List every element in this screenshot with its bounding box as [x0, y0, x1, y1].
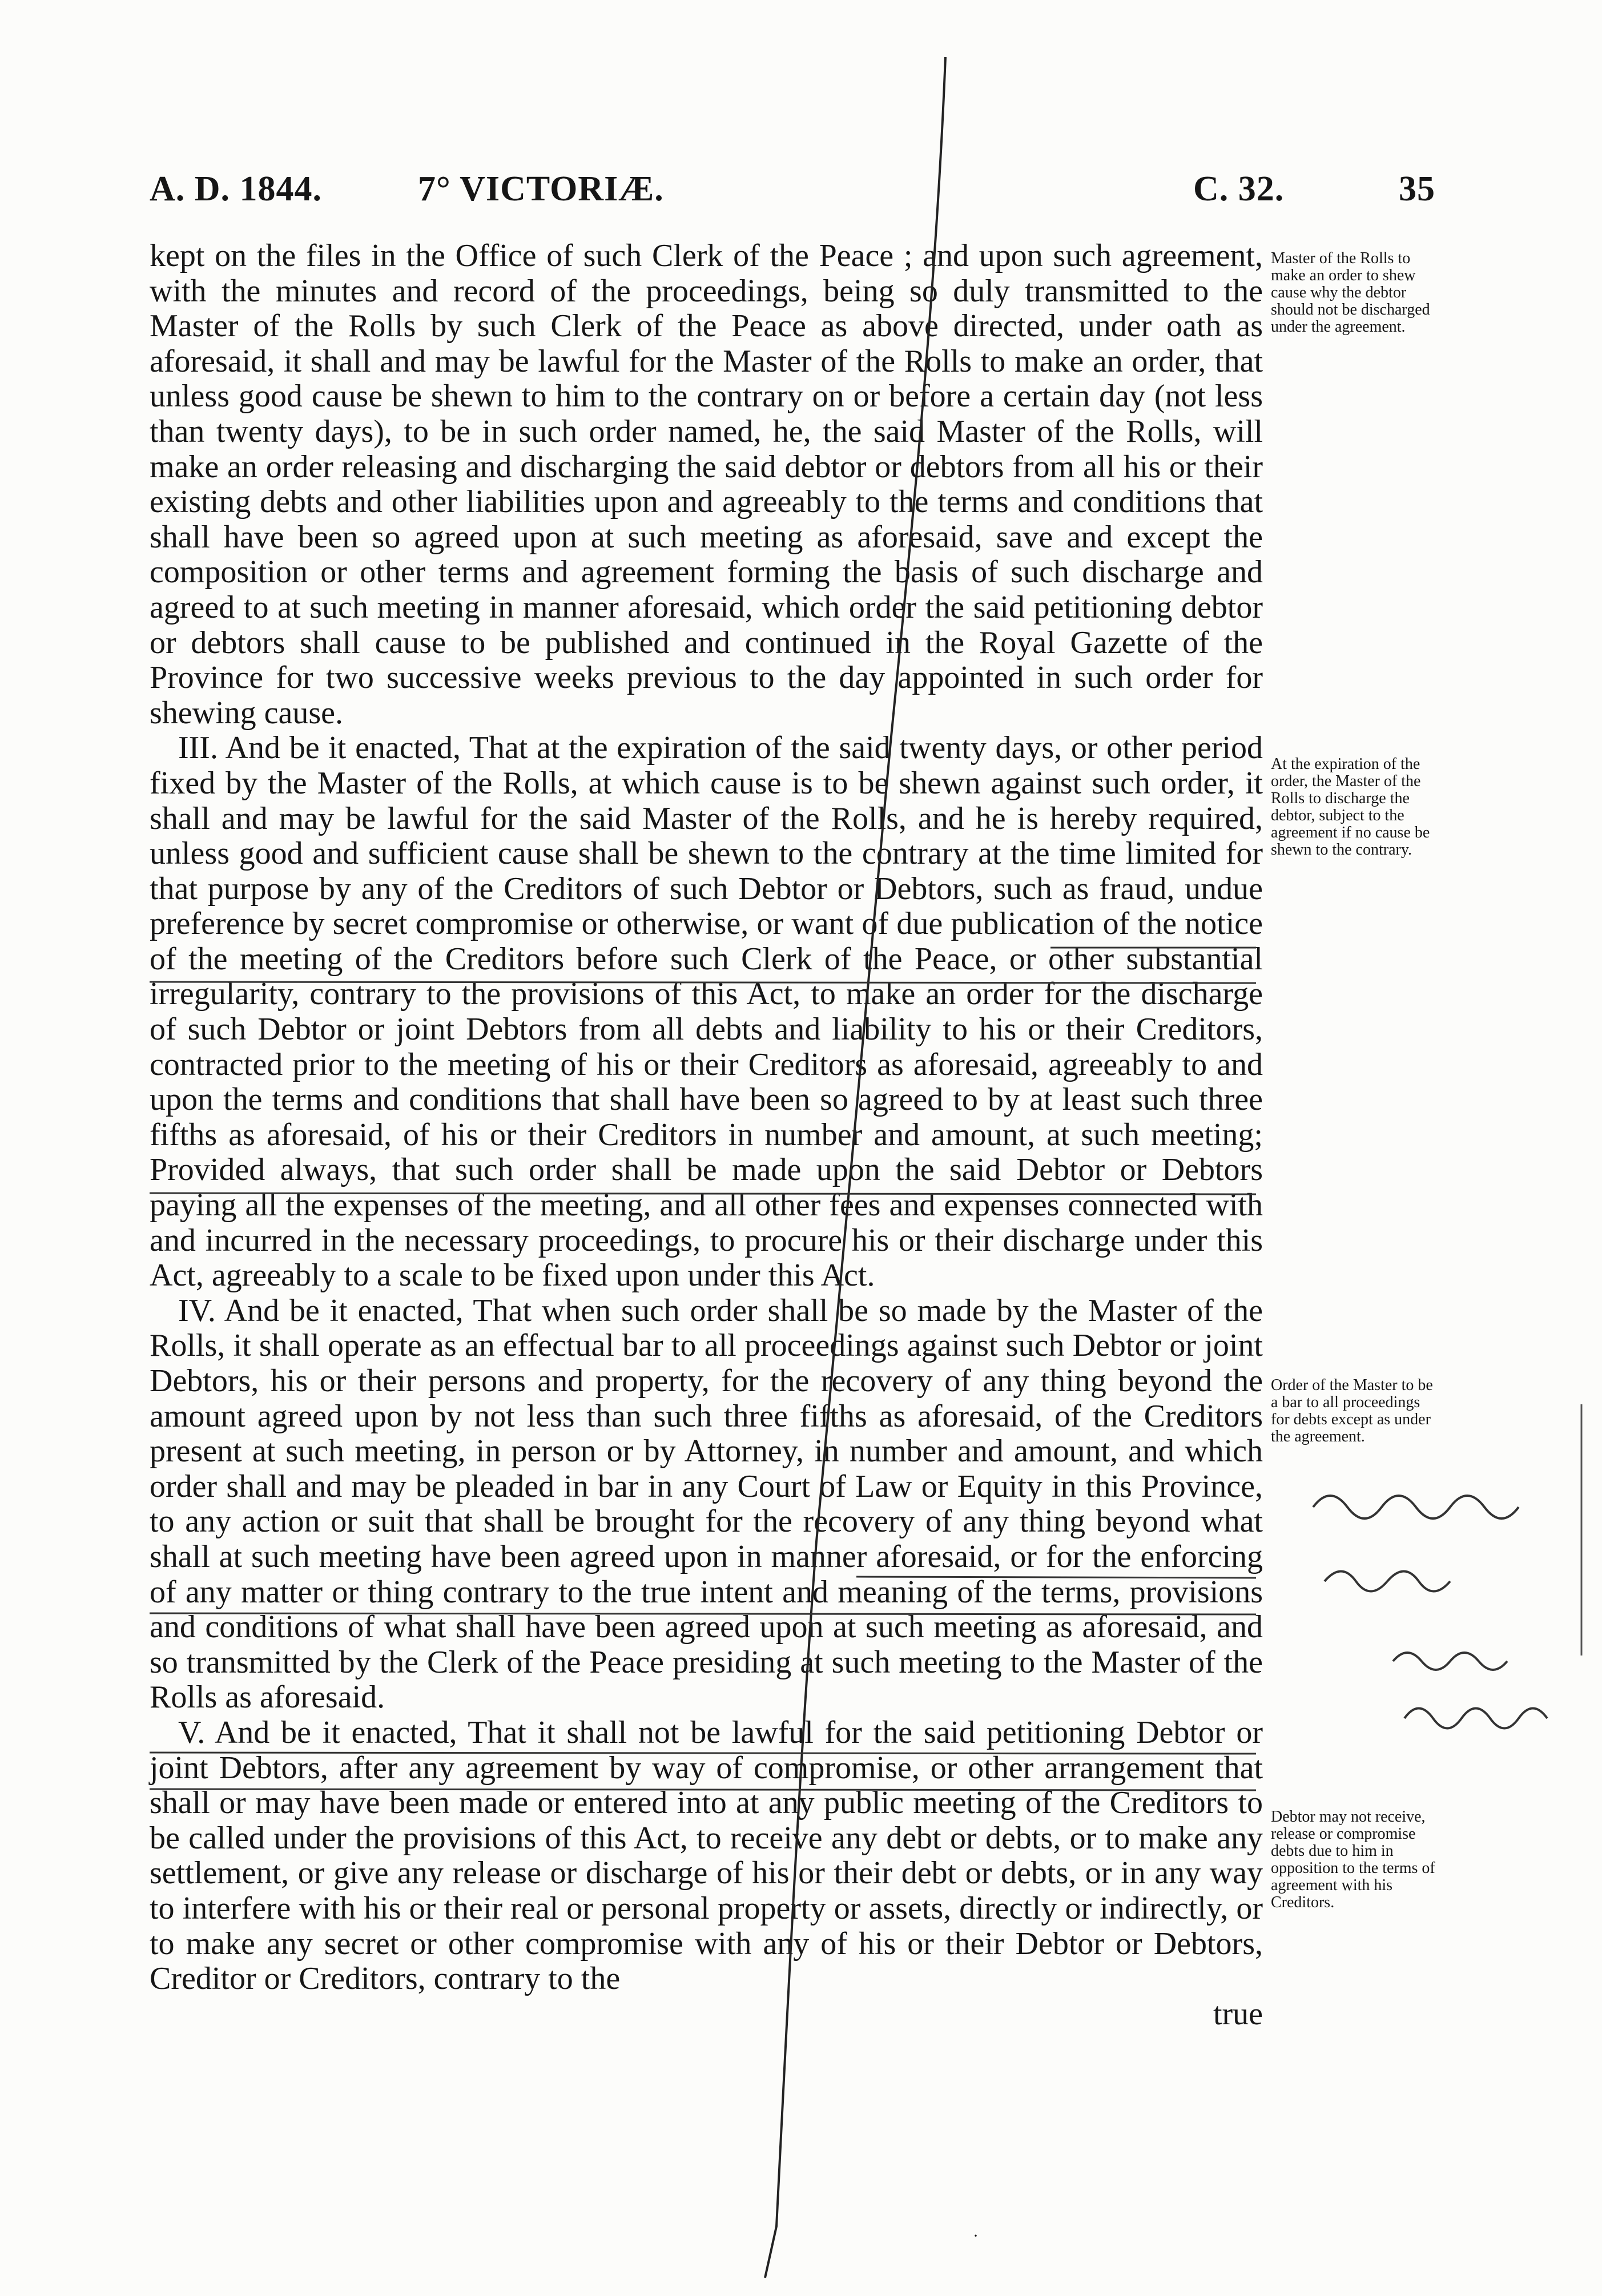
- marginal-note-show-cause: Master of the Rolls to make an order to shew cause why the debtor should not be discharged under the agreement.: [1271, 249, 1430, 336]
- section-iii: III. And be it enacted, That at the expiration of the said twenty days, or other period fixed by the Master of the Rolls, at which cause is to be shewn against such order, it shall and may be lawful for the said Master of the Rolls, and he is hereby required, unless good and sufficient cause shall be shewn to the contrary at the time limited for that purpose by any of the Creditors of such Debtor or Debtors, such as fraud, undue preference by secret compromise or otherwise, or want of due publication of the notice of the meeting of the Creditors before such Clerk of the Peace, or other substantial irregularity, contrary to the provisions of this Act, to make an order for the discharge of such Debtor or joint Debtors from all debts and liability to his or their Creditors, contracted prior to the meeting of his or their Creditors as aforesaid, agreeably to and upon the terms and conditions that shall have been so agreed to by at least such three fifths as aforesaid, of his or their Creditors in number and amount, at such meeting; Provided always, that such order shall be made upon the said Debtor or Debtors paying all the expenses of the meeting, and all other fees and expenses connected with and incurred in the necessary proceedings, to procure his or their discharge under this Act, agreeably to a scale to be fixed upon under this Act.: [150, 730, 1263, 1294]
- year-heading: A. D. 1844.: [150, 170, 323, 208]
- marginal-note-discharge: At the expiration of the order, the Master of the Rolls to discharge the debtor, subject to the agreement if no cause be shewn to the contrary.: [1271, 755, 1430, 859]
- marginal-note-bar: Order of the Master to be a bar to all proceedings for debts except as under the agreement.: [1271, 1376, 1433, 1445]
- handwriting-scrawl: [1393, 1653, 1507, 1670]
- marginal-note-compromise: Debtor may not receive, release or compromise debts due to him in opposition to the terms of agreement with his Creditors.: [1271, 1808, 1435, 1911]
- stray-mark: ·: [973, 2226, 979, 2245]
- act-heading: 7° VICTORIÆ.: [418, 170, 664, 208]
- underline-mark: [150, 1753, 1256, 1754]
- chapter-heading: C. 32.: [1193, 170, 1285, 208]
- underline-mark: [150, 982, 1256, 983]
- section-v: V. And be it enacted, That it shall not be lawful for the said petitioning Debtor or joint Debtors, after any agreement by way of compromise, or other arrangement that shall or may have been made or entered into at any public meeting of the Creditors to be called under the provisions of this Act, to receive any debt or debts, or to make any settlement, or give any release or discharge of his or their debt or debts, or in any way to interfere with his or their real or personal property or assets, directly or indirectly, or to make any secret or other compromise with any of his or their Debtor or Debtors, Creditor or Creditors, contrary to the: [150, 1714, 1263, 1997]
- handwriting-scrawl: [1404, 1709, 1547, 1729]
- underline-mark: [856, 1577, 1256, 1578]
- vertical-pen-stroke: [765, 57, 945, 2278]
- section-iv: IV. And be it enacted, That when such order shall be so made by the Master of the Rolls, it shall operate as an effectual bar to all proceedings against such Debtor or joint Debtors, his or their persons and property, for the recovery of any thing beyond the amount agreed upon by not less than such three fifths as aforesaid, of the Creditors present at such meeting, in person or by Attorney, in number and amount, and which order shall and may be pleaded in bar in any Court of Law or Equity in this Province, to any action or suit that shall be brought for the recovery of any thing beyond what shall at such meeting have been agreed upon in manner aforesaid, or for the enforcing of any matter or thing contrary to the true intent and meaning of the terms, provisions and conditions of what shall have been agreed upon at such meeting as aforesaid, and so transmitted by the Clerk of the Peace presiding at such meeting to the Master of the Rolls as aforesaid.: [150, 1292, 1263, 1715]
- page-number: 35: [1399, 170, 1435, 208]
- paragraph-continuation: kept on the files in the Office of such Clerk of the Peace ; and upon such agreement, with the minutes and record of the proceedings, being so duly transmitted to the Master of the Rolls by such Clerk of the Peace as above directed, under oath as aforesaid, it shall and may be lawful for the Master of the Rolls to make an order, that unless good cause be shewn to him to the contrary on or before a certain day (not less than twenty days), to be in such order named, he, the said Master of the Rolls, will make an order releasing and discharging the said debtor or debtors from all his or their existing debts and other liabilities upon and agreeably to the terms and conditions that shall have been so agreed upon at such meeting as aforesaid, save and except the composition or other terms and agreement forming the basis of such discharge and agreed to at such meeting in manner aforesaid, which order the said petitioning debtor or debtors shall cause to be published and continued in the Royal Gazette of the Province for two successive weeks previous to the day appointed in such order for shewing cause.: [150, 238, 1263, 731]
- handwriting-scrawl: [1325, 1572, 1450, 1592]
- underline-mark: [150, 1613, 1256, 1614]
- underline-mark: [150, 1789, 1256, 1790]
- catchword: true: [1213, 1996, 1263, 2032]
- underline-mark: [150, 1193, 1256, 1194]
- handwriting-scrawl: [1313, 1496, 1519, 1518]
